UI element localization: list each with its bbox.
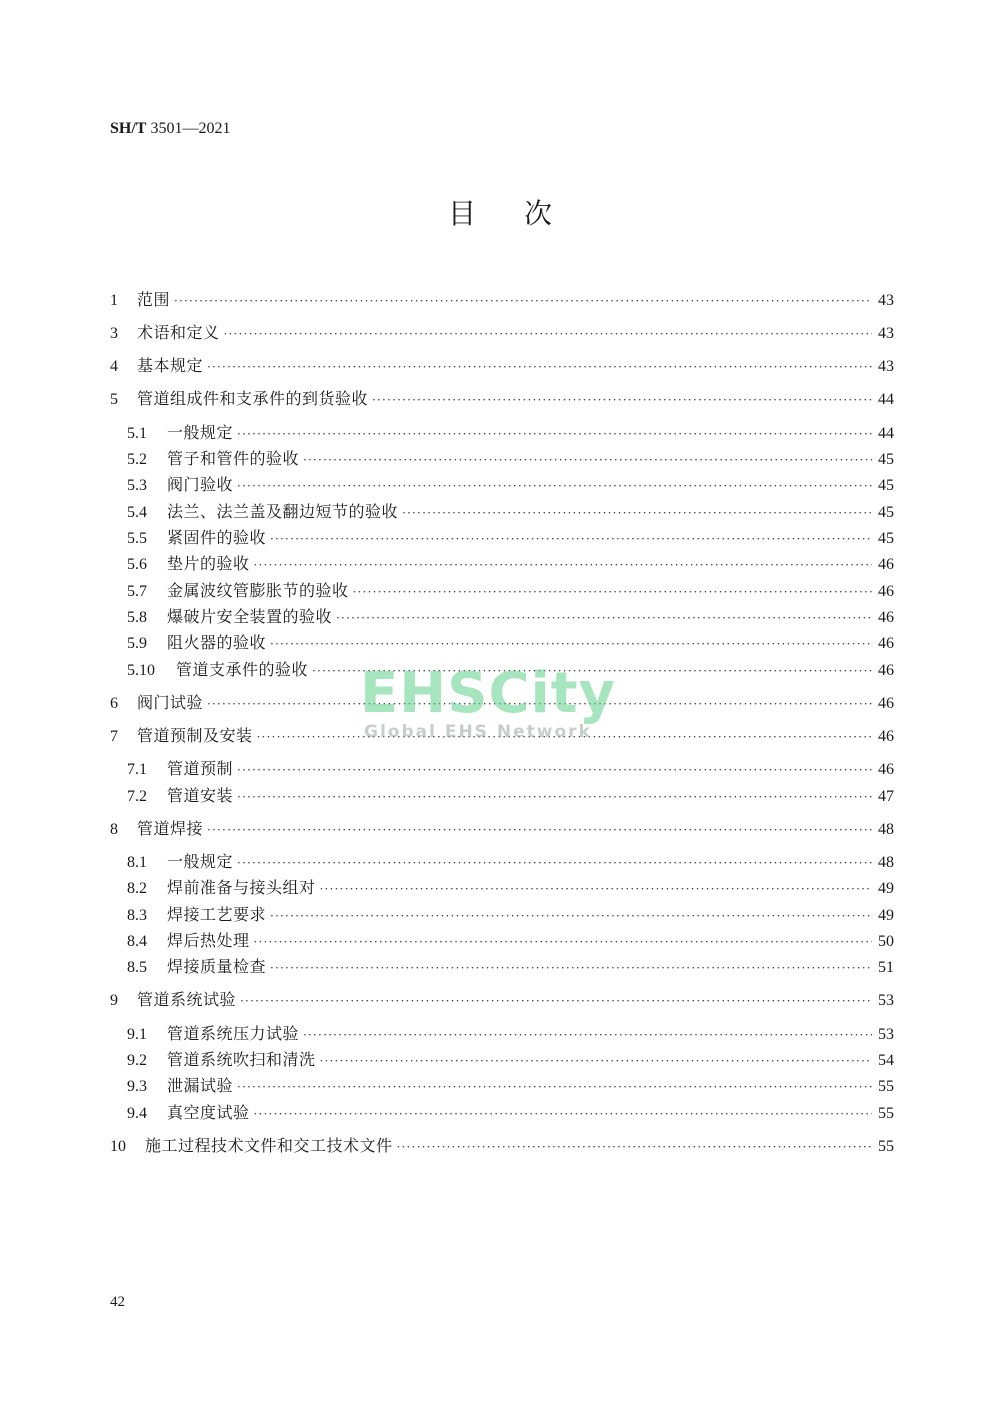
toc-entry-page: 55 — [878, 1138, 894, 1155]
toc-entry-number: 8.1 — [127, 854, 147, 871]
toc-entry[interactable] — [127, 875, 894, 897]
toc-dot-leader — [270, 637, 872, 651]
toc-entry-label: 真空度试验 — [167, 1103, 250, 1122]
toc-entry-number: 5 — [110, 391, 118, 408]
toc-entry-number: 9.1 — [127, 1026, 147, 1043]
toc-entry-number: 6 — [110, 695, 118, 712]
toc-entry-page: 53 — [878, 1026, 894, 1043]
toc-entry-label: 阀门试验 — [137, 693, 204, 712]
toc-entry-number: 8.2 — [127, 880, 147, 897]
toc-entry-label: 管道系统吹扫和清洗 — [167, 1050, 316, 1069]
toc-dot-leader — [270, 961, 872, 975]
toc-entry[interactable] — [110, 690, 894, 712]
toc-entry[interactable] — [127, 630, 894, 652]
toc-entry-label: 一般规定 — [167, 423, 234, 442]
toc-entry-page: 43 — [878, 292, 894, 309]
toc-dot-leader — [207, 697, 872, 711]
toc-dot-leader — [237, 1080, 872, 1094]
toc-dot-leader — [224, 327, 872, 341]
toc-entry-page: 46 — [878, 609, 894, 626]
toc-entry[interactable] — [127, 849, 894, 871]
toc-entry-label: 施工过程技术文件和交工技术文件 — [145, 1136, 393, 1155]
toc-entry-page: 45 — [878, 451, 894, 468]
toc-entry-label: 焊接质量检查 — [167, 957, 267, 976]
toc-entry[interactable] — [110, 987, 894, 1009]
toc-entry-page: 49 — [878, 907, 894, 924]
toc-dot-leader — [312, 664, 872, 678]
toc-entry-label: 术语和定义 — [137, 323, 220, 342]
toc-entry-label: 基本规定 — [137, 356, 204, 375]
toc-entry-label: 泄漏试验 — [167, 1076, 234, 1095]
toc-entry-page: 45 — [878, 530, 894, 547]
toc-entry-page: 44 — [878, 391, 894, 408]
toc-dot-leader — [254, 558, 872, 572]
toc-entry[interactable] — [127, 657, 894, 679]
toc-dot-leader — [303, 453, 872, 467]
toc-entry-page: 54 — [878, 1052, 894, 1069]
toc-entry-label: 管道安装 — [167, 786, 234, 805]
toc-entry-page: 46 — [878, 761, 894, 778]
toc-entry-page: 46 — [878, 635, 894, 652]
toc-entry-number: 1 — [110, 292, 118, 309]
toc-entry-number: 8.5 — [127, 959, 147, 976]
toc-entry-label: 范围 — [137, 290, 171, 309]
toc-entry-number: 8.3 — [127, 907, 147, 924]
toc-dot-leader — [270, 909, 872, 923]
toc-entry-label: 管道预制及安装 — [137, 726, 253, 745]
toc-dot-leader — [237, 479, 872, 493]
toc-entry-label: 焊前准备与接头组对 — [167, 878, 316, 897]
toc-dot-leader — [254, 935, 872, 949]
toc-dot-leader — [303, 1028, 872, 1042]
watermark-brand-text: EHSCity — [360, 661, 617, 726]
toc-dot-leader — [270, 532, 872, 546]
toc-entry-number: 5.9 — [127, 635, 147, 652]
toc-entry[interactable] — [110, 1133, 894, 1155]
toc-dot-leader — [254, 1107, 872, 1121]
standard-code-number: 3501—2021 — [146, 120, 231, 137]
toc-dot-leader — [240, 994, 872, 1008]
toc-entry-page: 48 — [878, 821, 894, 838]
toc-dot-leader — [174, 294, 872, 308]
toc-entry-label: 管道焊接 — [137, 819, 204, 838]
toc-entry-label: 焊接工艺要求 — [167, 905, 267, 924]
toc-entry[interactable] — [127, 551, 894, 573]
toc-entry-number: 5.2 — [127, 451, 147, 468]
toc-dot-leader — [257, 730, 872, 744]
toc-entry-label: 管道系统压力试验 — [167, 1024, 300, 1043]
toc-entry-label: 阀门验收 — [167, 475, 234, 494]
toc-entry-page: 48 — [878, 854, 894, 871]
toc-entry-label: 管道预制 — [167, 759, 234, 778]
toc-entry-label: 垫片的验收 — [167, 554, 250, 573]
toc-entry-number: 9 — [110, 992, 118, 1009]
toc-entry[interactable] — [110, 386, 894, 408]
toc-entry-label: 焊后热处理 — [167, 931, 250, 950]
toc-entry[interactable] — [127, 954, 894, 976]
toc-entry[interactable] — [127, 420, 894, 442]
toc-entry-page: 44 — [878, 425, 894, 442]
toc-entry-page: 46 — [878, 583, 894, 600]
toc-entry-page: 43 — [878, 325, 894, 342]
toc-entry-label: 一般规定 — [167, 852, 234, 871]
toc-dot-leader — [402, 506, 872, 520]
toc-entry[interactable] — [110, 816, 894, 838]
toc-entry-number: 5.8 — [127, 609, 147, 626]
toc-entry-label: 金属波纹管膨胀节的验收 — [167, 581, 349, 600]
toc-entry-number: 9.2 — [127, 1052, 147, 1069]
toc-dot-leader — [397, 1140, 872, 1154]
toc-entry[interactable] — [110, 320, 894, 342]
toc-entry-number: 9.3 — [127, 1078, 147, 1095]
toc-entry-label: 管子和管件的验收 — [167, 449, 300, 468]
toc-entry[interactable] — [110, 723, 894, 745]
toc-entry-page: 46 — [878, 662, 894, 679]
page-title: 目次 — [447, 197, 600, 230]
toc-entry-page: 46 — [878, 556, 894, 573]
toc-entry-page: 55 — [878, 1105, 894, 1122]
toc-entry-number: 5.1 — [127, 425, 147, 442]
toc-entry[interactable] — [127, 783, 894, 805]
toc-entry-label: 法兰、法兰盖及翻边短节的验收 — [167, 502, 399, 521]
toc-entry[interactable] — [127, 902, 894, 924]
toc-entry-number: 3 — [110, 325, 118, 342]
toc-entry[interactable] — [110, 287, 894, 309]
toc-dot-leader — [353, 585, 872, 599]
toc-entry-number: 5.4 — [127, 504, 147, 521]
standard-code-prefix: SH/T — [110, 120, 147, 137]
toc-entry-number: 5.7 — [127, 583, 147, 600]
toc-entry-label: 紧固件的验收 — [167, 528, 267, 547]
toc-entry[interactable] — [127, 756, 894, 778]
toc-entry[interactable] — [127, 1100, 894, 1122]
toc-dot-leader — [320, 882, 872, 896]
toc-dot-leader — [237, 790, 872, 804]
toc-dot-leader — [207, 360, 872, 374]
toc-dot-leader — [237, 856, 872, 870]
toc-entry-number: 5.3 — [127, 477, 147, 494]
toc-entry-number: 8.4 — [127, 933, 147, 950]
toc-entry-number: 7.2 — [127, 788, 147, 805]
toc-dot-leader — [336, 611, 872, 625]
toc-entry-number: 5.5 — [127, 530, 147, 547]
toc-entry-label: 管道组成件和支承件的到货验收 — [137, 389, 369, 408]
toc-entry[interactable] — [127, 928, 894, 950]
toc-entry[interactable] — [127, 1021, 894, 1043]
toc-dot-leader — [237, 427, 872, 441]
toc-entry-label: 爆破片安全装置的验收 — [167, 607, 333, 626]
toc-entry-number: 5.6 — [127, 556, 147, 573]
toc-entry-number: 7 — [110, 728, 118, 745]
toc-entry-page: 51 — [878, 959, 894, 976]
toc-entry[interactable] — [127, 578, 894, 600]
toc-entry-page: 49 — [878, 880, 894, 897]
toc-entry-label: 管道系统试验 — [137, 990, 237, 1009]
toc-entry-page: 45 — [878, 504, 894, 521]
toc-entry[interactable] — [127, 1073, 894, 1095]
toc-entry[interactable] — [127, 525, 894, 547]
toc-entry-page: 45 — [878, 477, 894, 494]
toc-entry[interactable] — [127, 1047, 894, 1069]
toc-dot-leader — [372, 393, 872, 407]
toc-entry-number: 8 — [110, 821, 118, 838]
toc-entry-number: 10 — [110, 1138, 126, 1155]
toc-entry-page: 46 — [878, 728, 894, 745]
toc-entry-number: 9.4 — [127, 1105, 147, 1122]
page-number: 42 — [110, 1294, 125, 1310]
standard-code — [110, 120, 230, 138]
toc-entry-page: 55 — [878, 1078, 894, 1095]
toc-entry-page: 50 — [878, 933, 894, 950]
toc-entry-page: 43 — [878, 358, 894, 375]
toc-entry-number: 7.1 — [127, 761, 147, 778]
toc-entry-page: 53 — [878, 992, 894, 1009]
toc-entry-number: 4 — [110, 358, 118, 375]
watermark-tagline: Global EHS Network — [364, 722, 592, 742]
toc-entry[interactable] — [110, 353, 894, 375]
toc-entry-label: 阻火器的验收 — [167, 633, 267, 652]
toc-entry-page: 47 — [878, 788, 894, 805]
toc-entry[interactable] — [127, 499, 894, 521]
toc-entry[interactable] — [127, 446, 894, 468]
toc-dot-leader — [320, 1054, 872, 1068]
toc-dot-leader — [237, 763, 872, 777]
toc-entry-number: 5.10 — [127, 662, 155, 679]
toc-entry-label: 管道支承件的验收 — [176, 660, 309, 679]
toc-entry[interactable] — [127, 604, 894, 626]
toc-entry[interactable] — [127, 472, 894, 494]
toc-dot-leader — [207, 823, 872, 837]
toc-entry-page: 46 — [878, 695, 894, 712]
